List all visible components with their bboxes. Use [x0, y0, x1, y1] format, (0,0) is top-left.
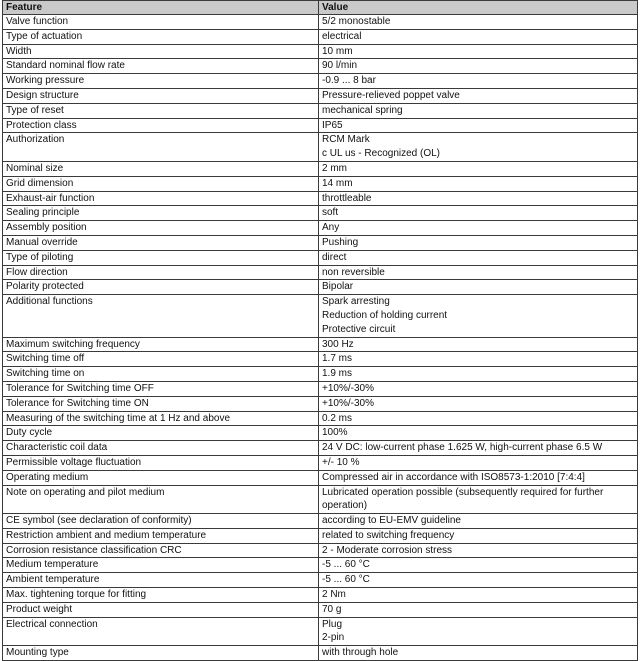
value-cell — [319, 367, 638, 382]
value-line: -5 ... 60 °C — [322, 559, 370, 571]
value-line: 2-pin — [322, 632, 345, 644]
value-cell — [319, 558, 638, 573]
feature-cell: Max. tightening torque for fitting — [3, 588, 319, 603]
table-row — [3, 118, 638, 133]
value-cell — [319, 29, 638, 44]
table-row — [3, 44, 638, 59]
table-row — [3, 352, 638, 367]
table-row — [3, 411, 638, 426]
feature-cell: Duty cycle — [3, 426, 319, 441]
table-row — [3, 235, 638, 250]
table-row — [3, 133, 638, 162]
value-line: Spark arresting — [322, 296, 390, 308]
value-line: +10%/-30% — [322, 397, 374, 409]
spec-table — [2, 0, 638, 661]
value-cell — [319, 646, 638, 661]
table-row — [3, 250, 638, 265]
feature-cell: Standard nominal flow rate — [3, 59, 319, 74]
value-line: throttleable — [322, 192, 372, 204]
table-row — [3, 176, 638, 191]
table-row — [3, 558, 638, 573]
table-row — [3, 367, 638, 382]
table-row — [3, 646, 638, 661]
value-cell — [319, 103, 638, 118]
value-cell — [319, 235, 638, 250]
value-line: mechanical spring — [322, 104, 403, 116]
value-cell — [319, 514, 638, 529]
table-row — [3, 103, 638, 118]
table-row — [3, 88, 638, 103]
table-row — [3, 543, 638, 558]
table-row — [3, 29, 638, 44]
value-line: 5/2 monostable — [322, 16, 391, 27]
feature-cell: Valve function — [3, 15, 319, 30]
table-row — [3, 396, 638, 411]
feature-cell: Tolerance for Switching time ON — [3, 396, 319, 411]
value-cell — [319, 161, 638, 176]
feature-cell: Permissible voltage fluctuation — [3, 455, 319, 470]
value-line: 0.2 ms — [322, 412, 353, 424]
value-cell — [319, 206, 638, 221]
table-row — [3, 221, 638, 236]
value-cell — [319, 118, 638, 133]
feature-cell: Assembly position — [3, 221, 319, 236]
feature-cell: Width — [3, 44, 319, 59]
value-cell — [319, 426, 638, 441]
value-cell — [319, 455, 638, 470]
value-cell — [319, 617, 638, 646]
value-line: -0.9 ... 8 bar — [322, 75, 376, 87]
feature-cell: Grid dimension — [3, 176, 319, 191]
value-cell — [319, 396, 638, 411]
value-cell — [319, 485, 638, 514]
value-cell — [319, 280, 638, 295]
value-cell — [319, 133, 638, 162]
feature-cell: Type of reset — [3, 103, 319, 118]
value-line: non reversible — [322, 266, 385, 278]
value-line: Bipolar — [322, 281, 354, 293]
table-row — [3, 265, 638, 280]
feature-cell: Additional functions — [3, 295, 319, 337]
table-row — [3, 381, 638, 396]
value-line: Lubricated operation possible (subsequently required for further — [322, 486, 604, 498]
feature-cell: Electrical connection — [3, 617, 319, 646]
table-row — [3, 455, 638, 470]
feature-cell: Operating medium — [3, 470, 319, 485]
value-cell — [319, 352, 638, 367]
value-cell — [319, 176, 638, 191]
header-row — [3, 1, 638, 15]
feature-cell: Switching time off — [3, 352, 319, 367]
table-row — [3, 470, 638, 485]
table-row — [3, 74, 638, 89]
value-line: 2 mm — [322, 162, 347, 174]
value-line: +10%/-30% — [322, 382, 374, 394]
value-line: 2 - Moderate corrosion stress — [322, 544, 453, 556]
value-cell — [319, 602, 638, 617]
value-cell — [319, 528, 638, 543]
table-row — [3, 15, 638, 30]
value-line: soft — [322, 207, 339, 219]
feature-cell: Working pressure — [3, 74, 319, 89]
feature-cell: CE symbol (see declaration of conformity) — [3, 514, 319, 529]
feature-cell: Protection class — [3, 118, 319, 133]
value-cell — [319, 381, 638, 396]
table-row — [3, 485, 638, 514]
value-line: Reduction of holding current — [322, 309, 448, 321]
value-cell — [319, 411, 638, 426]
value-cell — [319, 573, 638, 588]
value-line: direct — [322, 251, 347, 263]
table-row — [3, 573, 638, 588]
table-row — [3, 602, 638, 617]
value-line: Compressed air in accordance with ISO8573-1:2010 [7:4:4] — [322, 471, 585, 483]
value-cell — [319, 337, 638, 352]
value-cell — [319, 250, 638, 265]
feature-cell: Tolerance for Switching time OFF — [3, 381, 319, 396]
value-line: 10 mm — [322, 45, 353, 57]
column-header-feature: Feature — [3, 1, 319, 15]
table-body — [3, 15, 638, 661]
value-line: +/- 10 % — [322, 456, 360, 468]
value-line: 90 l/min — [322, 60, 358, 72]
feature-cell: Characteristic coil data — [3, 441, 319, 456]
value-line: 1.9 ms — [322, 368, 353, 380]
column-header-value: Value — [319, 1, 638, 15]
value-line: 24 V DC: low-current phase 1.625 W, high-current phase 6.5 W — [322, 442, 603, 454]
feature-cell: Authorization — [3, 133, 319, 162]
value-line: c UL us - Recognized (OL) — [322, 148, 441, 160]
table-row — [3, 617, 638, 646]
value-line: 14 mm — [322, 177, 353, 189]
value-line: operation) — [322, 500, 368, 512]
value-cell — [319, 543, 638, 558]
feature-cell: Product weight — [3, 602, 319, 617]
value-cell — [319, 15, 638, 30]
feature-cell: Note on operating and pilot medium — [3, 485, 319, 514]
feature-cell: Medium temperature — [3, 558, 319, 573]
value-line: Any — [322, 222, 340, 234]
value-line: with through hole — [322, 647, 399, 659]
value-cell — [319, 441, 638, 456]
feature-cell: Type of actuation — [3, 29, 319, 44]
value-cell — [319, 295, 638, 337]
value-cell — [319, 221, 638, 236]
value-cell — [319, 191, 638, 206]
value-line: Pushing — [322, 236, 359, 248]
value-cell — [319, 470, 638, 485]
value-line: electrical — [322, 30, 362, 42]
feature-cell: Design structure — [3, 88, 319, 103]
value-line: 1.7 ms — [322, 353, 353, 365]
table-row — [3, 191, 638, 206]
value-cell — [319, 44, 638, 59]
feature-cell: Exhaust-air function — [3, 191, 319, 206]
feature-cell: Restriction ambient and medium temperature — [3, 528, 319, 543]
value-line: 2 Nm — [322, 589, 346, 601]
table-row — [3, 528, 638, 543]
table-row — [3, 161, 638, 176]
feature-cell: Switching time on — [3, 367, 319, 382]
value-cell — [319, 88, 638, 103]
feature-cell: Manual override — [3, 235, 319, 250]
value-line: 100% — [322, 427, 348, 439]
value-line: 70 g — [322, 603, 342, 615]
feature-cell: Maximum switching frequency — [3, 337, 319, 352]
table-row — [3, 280, 638, 295]
feature-cell: Mounting type — [3, 646, 319, 661]
table-row — [3, 295, 638, 337]
value-line: related to switching frequency — [322, 529, 455, 541]
table-row — [3, 337, 638, 352]
value-cell — [319, 59, 638, 74]
value-line: RCM Mark — [322, 134, 370, 146]
value-cell — [319, 74, 638, 89]
feature-cell: Flow direction — [3, 265, 319, 280]
table-row — [3, 588, 638, 603]
feature-cell: Polarity protected — [3, 280, 319, 295]
value-line: 300 Hz — [322, 338, 354, 350]
feature-cell: Corrosion resistance classification CRC — [3, 543, 319, 558]
value-line: according to EU-EMV guideline — [322, 515, 461, 527]
value-cell — [319, 588, 638, 603]
value-line: -5 ... 60 °C — [322, 574, 370, 586]
value-line: Protective circuit — [322, 323, 396, 335]
table-row — [3, 426, 638, 441]
feature-cell: Nominal size — [3, 161, 319, 176]
value-line: Plug — [322, 618, 343, 630]
feature-cell: Ambient temperature — [3, 573, 319, 588]
table-row — [3, 206, 638, 221]
value-cell — [319, 265, 638, 280]
value-line: Pressure-relieved poppet valve — [322, 89, 460, 101]
table-row — [3, 514, 638, 529]
feature-cell: Measuring of the switching time at 1 Hz and above — [3, 411, 319, 426]
feature-cell: Sealing principle — [3, 206, 319, 221]
table-row — [3, 441, 638, 456]
feature-cell: Type of piloting — [3, 250, 319, 265]
value-line: IP65 — [322, 119, 343, 131]
table-row — [3, 59, 638, 74]
